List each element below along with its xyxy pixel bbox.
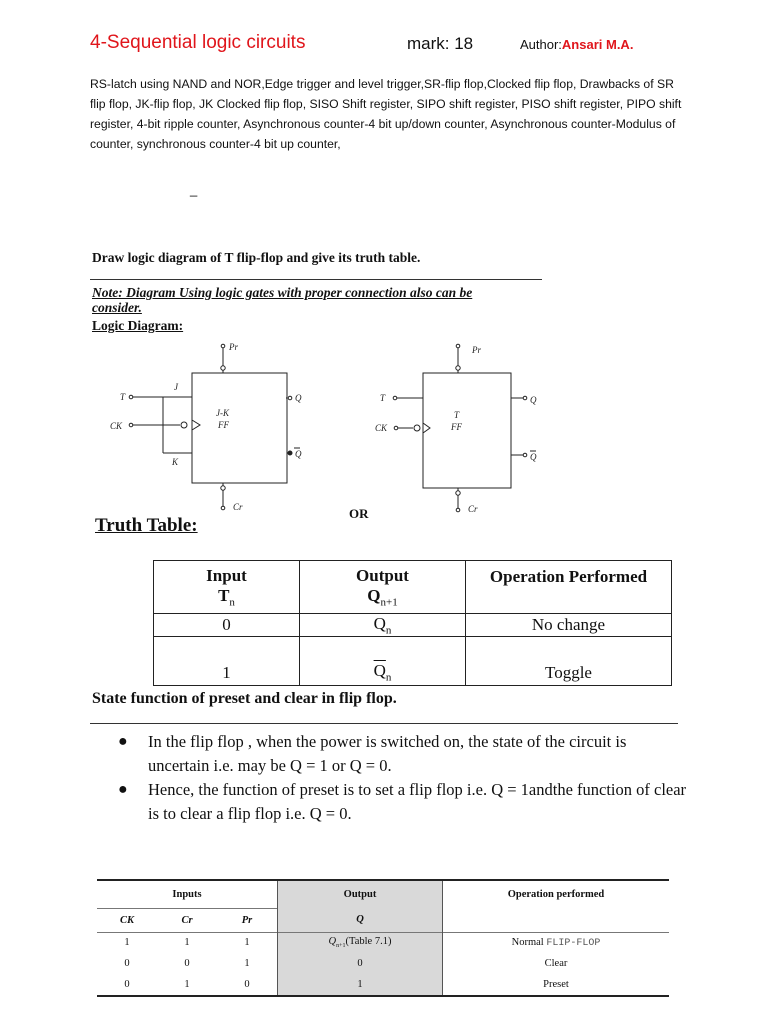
- t-q-label: Q: [530, 395, 537, 405]
- row0-input: 0: [154, 614, 300, 637]
- cell: $Q_{n+1}(Table$ 7.1): [278, 932, 443, 953]
- truth-table-row: [154, 637, 672, 686]
- t-box-label: T: [454, 410, 460, 420]
- preset-table-row: [97, 932, 669, 953]
- t-qbar-label: Q: [530, 452, 537, 462]
- t-ck-label: CK: [375, 423, 388, 433]
- preset-table-subheader-row: [97, 908, 669, 932]
- author-line: [520, 37, 633, 52]
- cell: 1: [217, 932, 278, 953]
- cell: 1: [244, 958, 250, 969]
- truth-table-title: Truth Table:: [95, 515, 198, 536]
- row0-operation: No change: [466, 614, 672, 637]
- inputs-header: Inputs: [172, 889, 202, 900]
- t-cr-label: Cr: [468, 504, 478, 514]
- jk-flip-flop-diagram: [110, 342, 302, 512]
- truth-table: [153, 560, 672, 686]
- cell: 1: [97, 932, 157, 953]
- dash-mark: _: [190, 182, 198, 197]
- output-header: Output: [278, 880, 443, 908]
- header-operation: Operation Performed: [466, 561, 672, 614]
- jk-qbar-label: Q: [295, 449, 302, 459]
- header-input: Input $T_n$: [154, 561, 300, 614]
- cell: 0: [217, 974, 278, 996]
- preset-table-row: [97, 974, 669, 996]
- bullet-dot: ●: [118, 733, 128, 750]
- question-preset-clear: State function of preset and clear in flip flop.: [92, 690, 397, 707]
- cell: 1: [157, 932, 217, 953]
- q-header: Q: [278, 908, 443, 932]
- row1-input: 1: [154, 637, 300, 686]
- jk-box-ff-label: FF: [218, 420, 229, 430]
- jk-box-label: J-K: [216, 408, 229, 418]
- cr-header: Cr: [157, 908, 217, 932]
- cell: 0: [184, 958, 190, 969]
- row0-output: $Q_n$: [300, 614, 466, 637]
- question-t-flip-flop: Draw logic diagram of T flip-flop and give its truth table.: [92, 250, 421, 265]
- cell: 0: [278, 953, 443, 974]
- jk-cr-label: Cr: [233, 502, 243, 512]
- preset-table-header-row: [97, 880, 669, 908]
- preset-clear-table: [97, 879, 669, 997]
- bullet-item: ● In the flip flop , when the power is switched on, the state of the circuit is uncertain i.e. may be Q = 1 or Q = 0.: [118, 732, 627, 775]
- t-pr-label: Pr: [472, 345, 481, 355]
- pr-header: Pr: [217, 908, 278, 932]
- note-text: Note: Diagram Using logic gates with proper connection also can be consider.: [92, 285, 473, 315]
- divider-line: [90, 279, 542, 280]
- truth-table-row: [154, 614, 672, 637]
- row1-output: $\overline{Q}_n$: [300, 637, 466, 686]
- cell: 0: [124, 958, 130, 969]
- jk-j-label: J: [174, 382, 178, 392]
- jk-t-label: T: [120, 392, 126, 402]
- cell: Preset: [443, 974, 670, 996]
- t-box-ff-label: FF: [451, 422, 462, 432]
- preset-table-row: [97, 953, 669, 974]
- t-ff-box: [423, 373, 511, 488]
- marks-label: mark: 18: [407, 34, 474, 53]
- cell: 0: [97, 974, 157, 996]
- empty-header: [443, 908, 670, 932]
- logic-diagram-label: Logic Diagram:: [92, 318, 184, 333]
- author-name: Ansari M.A.: [561, 37, 634, 52]
- t-flip-flop-diagrams: [100, 338, 570, 518]
- t-flip-flop-diagram: [375, 344, 537, 514]
- topics-paragraph: RS-latch using NAND and NOR,Edge trigger and level trigger,SR-flip flop,Clocked flip flop, Drawbacks of SR flip flop, JK-flip flop, JK Clocked flip flop, SISO Shift register, SIPO shift register, PISO shift register, PIPO shift register, 4-bit ripple counter, Asynchronous counter-4 bit up/down counter, Asynchronous counter-Modulus of counter, synchronous counter-4 bit up counter,: [90, 77, 682, 151]
- divider-line: [90, 723, 678, 724]
- bullet-dot: ●: [118, 781, 128, 798]
- operation-header: Operation performed: [443, 880, 670, 908]
- bullet-item: ● Hence, the function of preset is to set a flip flop i.e. Q = 1andthe function of clear is to clear a flip flop i.e. Q = 0.: [118, 780, 687, 823]
- author-label: Author:: [520, 37, 562, 52]
- jk-ck-label: CK: [110, 421, 123, 431]
- ck-header: CK: [97, 908, 157, 932]
- jk-ff-box: [192, 373, 287, 483]
- header-output: Output $Q_{n+1}$: [300, 561, 466, 614]
- bullet-list: [118, 730, 688, 826]
- jk-q-label: Q: [295, 393, 302, 403]
- row1-operation: Toggle: [466, 637, 672, 686]
- cell: 1: [278, 974, 443, 996]
- cell: Normal FLIP-FLOP: [443, 932, 670, 953]
- cell: 1: [157, 974, 217, 996]
- truth-table-header-row: [154, 561, 672, 614]
- cell: Clear: [443, 953, 670, 974]
- document-title: 4-Sequential logic circuits: [90, 32, 306, 53]
- jk-pr-label: Pr: [229, 342, 238, 352]
- or-label: OR: [349, 506, 369, 521]
- jk-k-label: K: [172, 457, 179, 467]
- t-t-label: T: [380, 393, 386, 403]
